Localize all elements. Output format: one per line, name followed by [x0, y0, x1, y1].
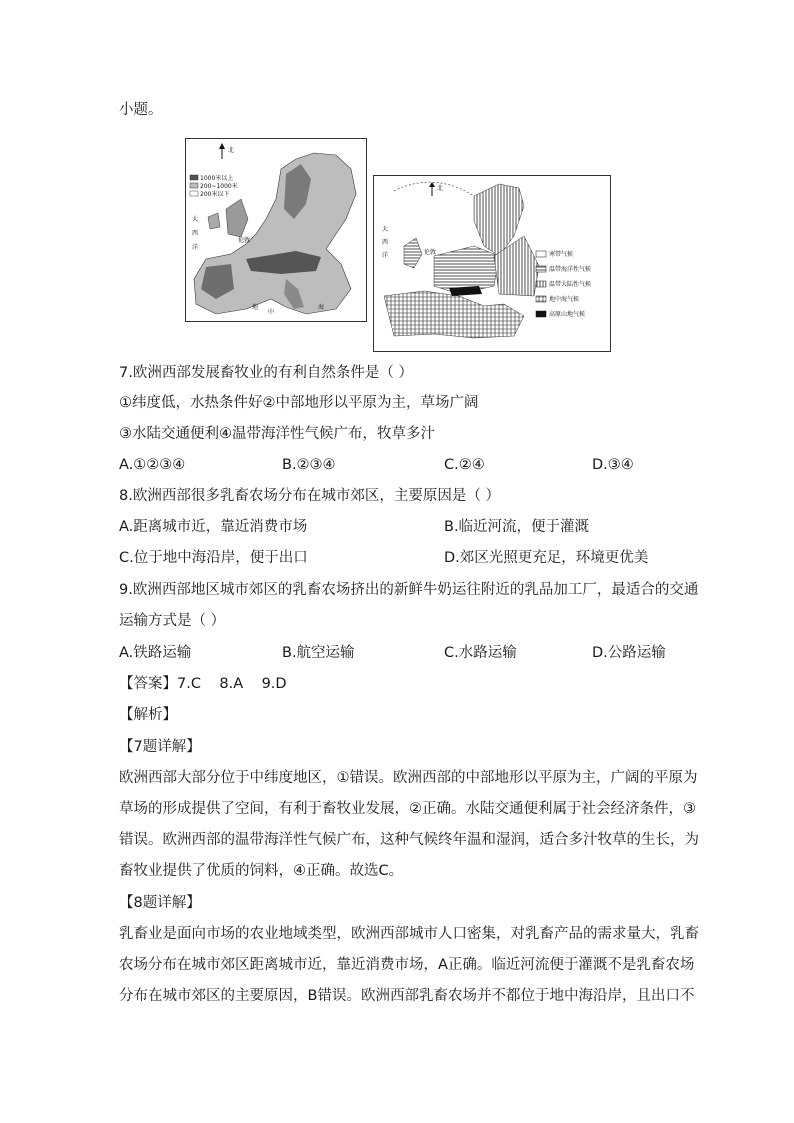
- analysis-heading: 【解析】: [119, 707, 177, 723]
- map2-label-3: 洋: [382, 252, 389, 259]
- detail7-line-3: 错误。欧洲西部的温带海洋性气候广布，这种气候终年温和湿润，适合多汁牧草的生长，为: [119, 832, 699, 848]
- detail8-line-1: 乳畜业是面向市场的农业地域类型，欧洲西部城市人口密集，对乳畜产品的需求量大，乳畜: [119, 926, 699, 942]
- map2-label-2: 西: [382, 239, 389, 246]
- map1-legend-2: 200~1000米: [200, 183, 238, 190]
- detail7-line-1: 欧洲西部大部分位于中纬度地区，①错误。欧洲西部的中部地形以平原为主，广阔的平原为: [119, 770, 698, 786]
- map2-legend-2: 温带海洋性气候: [549, 266, 592, 273]
- q9-option-d: D.公路运输: [592, 645, 666, 661]
- map1-compass-label: 北: [228, 147, 235, 154]
- map1-label-2: 西: [192, 230, 199, 237]
- q7-option-c: C.②④: [444, 457, 485, 473]
- map1-label-4: 伦敦: [238, 237, 251, 244]
- climate-map: [373, 175, 611, 352]
- map2-label-1: 大: [382, 226, 389, 233]
- map2-legend-1: 寒带气候: [549, 251, 574, 258]
- q7-option-d: D.③④: [592, 457, 634, 473]
- q9-stem: 9.欧洲西部地区城市郊区的乳畜农场挤出的新鲜牛奶运往附近的乳品加工厂，最适合的交通: [119, 582, 699, 598]
- map2-label-4: 伦敦: [424, 249, 437, 256]
- q9-option-b: B.航空运输: [282, 645, 355, 661]
- q8-option-b: B.临近河流，便于灌溉: [444, 519, 590, 535]
- detail8-title: 【8题详解】: [119, 895, 201, 911]
- map2-legend-4: 地中海气候: [549, 296, 580, 303]
- q8-stem: 8.欧洲西部很多乳畜农场分布在城市郊区，主要原因是（ ）: [119, 488, 500, 504]
- map1-label-1: 大: [192, 216, 199, 223]
- intro-text: 小题。: [119, 102, 163, 118]
- q7-option-b: B.②③④: [282, 457, 336, 473]
- answer-line: 【答案】7.C 8.A 9.D: [119, 676, 287, 692]
- q8-option-c: C.位于地中海沿岸，便于出口: [119, 550, 308, 566]
- q7-line2: ③水陆交通便利④温带海洋性气候广布，牧草多汁: [119, 426, 435, 442]
- map-figure: [185, 138, 610, 350]
- map1-label-3: 洋: [192, 244, 199, 251]
- q7-line1: ①纬度低，水热条件好②中部地形以平原为主，草场广阔: [119, 395, 479, 411]
- q9-stem-2: 运输方式是（ ）: [119, 613, 226, 629]
- terrain-map: [185, 138, 367, 322]
- climate-map-drawing: [374, 176, 610, 351]
- map1-label-7: 海: [318, 304, 325, 311]
- detail8-line-2: 农场分布在城市郊区距离城市近，靠近消费市场，A正确。临近河流便于灌溉不是乳畜农场: [119, 957, 695, 973]
- map2-legend-3: 温带大陆性气候: [549, 281, 592, 288]
- map1-label-5: 地: [252, 304, 259, 311]
- q9-option-a: A.铁路运输: [119, 645, 192, 661]
- map1-legend-1: 1000米以上: [200, 175, 234, 182]
- q7-option-a: A.①②③④: [119, 457, 186, 473]
- q9-option-c: C.水路运输: [444, 645, 517, 661]
- q8-option-d: D.郊区光照更充足，环境更优美: [444, 550, 649, 566]
- detail7-line-2: 草场的形成提供了空间，有利于畜牧业发展，②正确。水陆交通便利属于社会经济条件，③: [119, 801, 696, 817]
- map1-legend-3: 200米以下: [200, 191, 230, 198]
- q8-option-a: A.距离城市近，靠近消费市场: [119, 519, 308, 535]
- map2-compass-label: 北: [437, 185, 444, 192]
- detail7-title: 【7题详解】: [119, 739, 201, 755]
- map2-legend-5: 高原山地气候: [549, 311, 586, 318]
- map1-label-6: 中: [268, 309, 275, 316]
- q7-stem: 7.欧洲西部发展畜牧业的有利自然条件是（ ）: [119, 365, 413, 381]
- detail8-line-3: 分布在城市郊区的主要原因，B错误。欧洲西部乳畜农场并不都位于地中海沿岸，且出口不: [119, 988, 695, 1004]
- terrain-map-drawing: [186, 139, 366, 321]
- detail7-line-4: 畜牧业提供了优质的饲料，④正确。故选C。: [119, 863, 404, 879]
